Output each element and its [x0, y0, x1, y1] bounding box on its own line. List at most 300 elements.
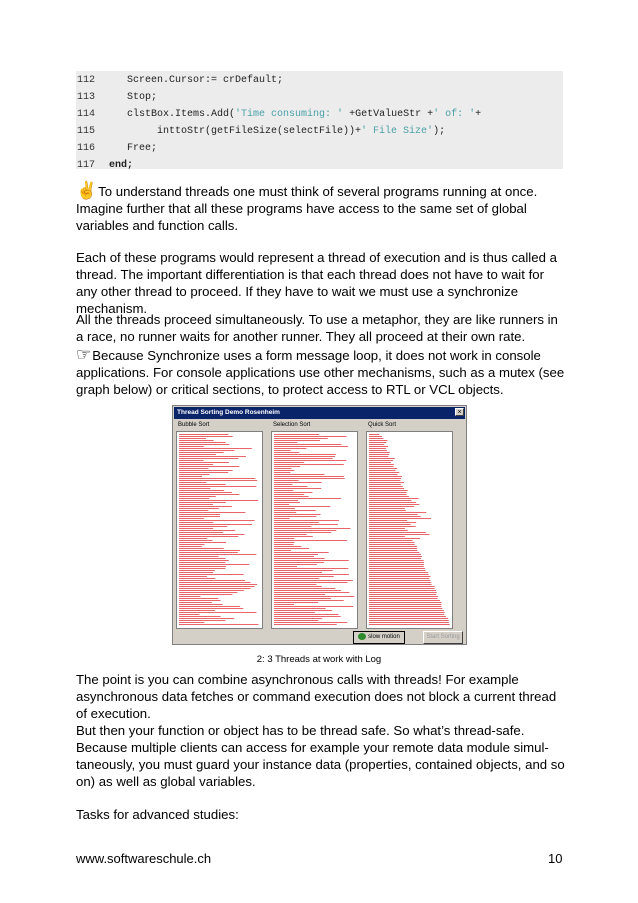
sort-bar	[179, 474, 210, 475]
code-line: 117 end;	[77, 160, 134, 171]
sort-bar	[369, 510, 406, 511]
sort-bar	[179, 482, 206, 483]
sort-bar	[369, 536, 405, 537]
sort-bar	[179, 470, 233, 471]
sort-bar	[274, 458, 333, 459]
bubble-sort-bars	[177, 432, 262, 628]
sort-bar	[369, 464, 394, 465]
bubble-sort-label: Bubble Sort	[178, 422, 210, 428]
sort-bar	[179, 476, 202, 477]
code-line: 113 Stop;	[77, 92, 158, 103]
sort-bar	[369, 560, 424, 561]
sort-bar	[274, 616, 341, 617]
sort-bar	[274, 610, 332, 611]
sort-bar	[369, 586, 435, 587]
sort-bar	[274, 570, 333, 571]
sort-bar	[369, 488, 404, 489]
sort-bar	[274, 442, 297, 443]
sort-bar	[369, 514, 418, 515]
sort-bar	[369, 518, 431, 519]
sort-bar	[274, 448, 306, 449]
sort-bar	[179, 570, 215, 571]
sort-bar	[369, 442, 386, 443]
sort-bar	[274, 468, 291, 469]
sort-bar	[179, 592, 237, 593]
sort-bar	[274, 578, 319, 579]
sort-bar	[369, 452, 390, 453]
close-icon[interactable]: ×	[455, 408, 464, 416]
sort-bar	[274, 454, 336, 455]
sort-bar	[274, 476, 344, 477]
sort-bar	[179, 518, 204, 519]
sort-bar	[274, 444, 341, 445]
sort-bar	[179, 538, 207, 539]
sort-bar	[179, 454, 216, 455]
code-line: 116 Free;	[77, 143, 158, 154]
sort-bar	[369, 460, 393, 461]
sort-bar	[179, 500, 258, 501]
sort-bar	[369, 444, 384, 445]
sort-bar	[369, 490, 408, 491]
sort-bar	[274, 580, 353, 581]
sort-bar	[179, 586, 255, 587]
sort-bar	[274, 472, 290, 473]
sort-bar	[369, 554, 421, 555]
sort-bar	[274, 440, 320, 441]
sort-bar	[179, 522, 213, 523]
sort-bar	[274, 600, 344, 601]
sort-bar	[369, 564, 424, 565]
sort-bar	[369, 588, 435, 589]
sort-bar	[274, 560, 349, 561]
sort-bar	[369, 492, 407, 493]
sort-bar	[369, 462, 391, 463]
sort-bar	[274, 608, 326, 609]
sort-bar	[179, 488, 210, 489]
sort-bar	[179, 492, 232, 493]
sort-bar	[179, 612, 256, 613]
sort-bar	[369, 620, 449, 621]
sort-bar	[179, 616, 221, 617]
sort-bar	[274, 434, 319, 435]
sort-bar	[369, 506, 414, 507]
sort-bar	[274, 466, 300, 467]
sort-bar	[274, 568, 348, 569]
code-listing	[76, 71, 563, 169]
code-line: 112 Screen.Cursor:= crDefault;	[77, 75, 284, 86]
sort-bar	[274, 452, 299, 453]
sort-bar	[369, 438, 383, 439]
sort-bar	[179, 452, 224, 453]
sort-bar	[274, 504, 289, 505]
sort-bar	[369, 504, 419, 505]
sort-bar	[179, 578, 215, 579]
sort-bar	[274, 576, 334, 577]
sort-bar	[369, 546, 417, 547]
sort-bar	[179, 560, 229, 561]
sort-bar	[369, 548, 417, 549]
sort-bar	[179, 540, 212, 541]
sort-bar	[179, 494, 239, 495]
sort-bar	[274, 554, 318, 555]
sort-bar	[179, 624, 258, 625]
sort-bar	[179, 486, 256, 487]
sort-bar	[179, 556, 218, 557]
sort-bar	[369, 436, 382, 437]
sort-bar	[369, 502, 416, 503]
sort-bar	[179, 602, 212, 603]
sort-bar	[369, 520, 407, 521]
bubble-sort-panel	[176, 431, 263, 629]
sort-bar	[179, 510, 208, 511]
sort-bar	[274, 518, 290, 519]
sort-bar	[274, 612, 315, 613]
sort-bar	[274, 514, 321, 515]
sort-bar	[179, 496, 216, 497]
sort-bar	[179, 458, 238, 459]
sort-bar	[179, 582, 251, 583]
slow-motion-button[interactable]: slow motion	[353, 631, 405, 644]
sort-bar	[369, 540, 412, 541]
sort-bar	[274, 508, 295, 509]
sort-bar	[369, 524, 411, 525]
sort-bar	[274, 512, 296, 513]
sort-bar	[274, 546, 301, 547]
sort-bar	[179, 508, 219, 509]
sort-bar	[369, 512, 426, 513]
sort-bar	[369, 482, 404, 483]
sort-bar	[274, 494, 304, 495]
sort-bar	[179, 520, 255, 521]
sort-bar	[179, 446, 204, 447]
sort-bar	[369, 606, 441, 607]
sort-bar	[369, 608, 442, 609]
sort-bar	[274, 524, 338, 525]
sort-bar	[179, 548, 224, 549]
sort-bar	[274, 462, 304, 463]
sort-bar	[369, 458, 395, 459]
sort-bar	[369, 468, 397, 469]
sort-bar	[274, 478, 345, 479]
sort-bar	[179, 600, 220, 601]
sort-bar	[274, 544, 294, 545]
sort-bar	[179, 524, 252, 525]
sort-bar	[179, 530, 235, 531]
sort-bar	[274, 460, 346, 461]
sort-bar	[274, 470, 294, 471]
sort-bar	[179, 498, 209, 499]
sort-bar	[369, 526, 416, 527]
sort-bar	[179, 448, 252, 449]
sort-bar	[274, 522, 319, 523]
sort-bar	[274, 602, 318, 603]
sort-bar	[274, 606, 353, 607]
sort-bar	[274, 506, 330, 507]
sort-bar	[274, 492, 312, 493]
sort-bar	[369, 610, 444, 611]
selection-sort-bars	[272, 432, 357, 628]
sort-bar	[369, 602, 442, 603]
sort-bar	[369, 456, 388, 457]
sort-bar	[274, 586, 322, 587]
sort-bar	[274, 582, 347, 583]
code-line: 114 clstBox.Items.Add('Time consuming: ' +GetValueStr +' of: '+	[77, 109, 482, 120]
sort-bar	[179, 526, 227, 527]
sort-bar	[274, 488, 321, 489]
sort-bar	[274, 484, 292, 485]
sort-bar	[274, 502, 300, 503]
sort-bar	[274, 528, 350, 529]
sort-bar	[274, 538, 294, 539]
sort-bar	[179, 490, 224, 491]
sort-bar	[179, 590, 244, 591]
sort-bar	[369, 516, 421, 517]
sort-bar	[179, 504, 213, 505]
sort-bar	[369, 558, 421, 559]
sort-bar	[179, 436, 233, 437]
quick-sort-panel	[366, 431, 453, 629]
sort-bar	[369, 538, 420, 539]
sort-bar	[274, 604, 294, 605]
sort-bar	[369, 476, 402, 477]
sort-bar	[179, 594, 232, 595]
paragraph: Each of these programs would represent a thread of execution and is thus called a thread. The important differentiation is that each thread does not have to wait for any other thread to proceed. If they have to wait we must use a synchronize mechanism.	[76, 250, 557, 316]
sort-bar	[369, 480, 401, 481]
sort-bar	[179, 534, 245, 535]
sort-bar	[369, 590, 436, 591]
sort-bar	[274, 540, 347, 541]
code-line: 115 inttoStr(getFileSize(selectFile))+' File Size');	[77, 126, 446, 137]
sort-bar	[369, 572, 428, 573]
sort-bar	[179, 558, 225, 559]
sort-bar	[369, 598, 437, 599]
sort-bar	[179, 546, 202, 547]
sort-bar	[369, 580, 430, 581]
figure-caption: 2: 3 Threads at work with Log	[256, 654, 382, 665]
sort-bar	[369, 612, 445, 613]
sort-bar	[179, 464, 213, 465]
sort-bar	[369, 474, 397, 475]
sort-bar	[369, 578, 429, 579]
page-number: 10	[548, 851, 563, 866]
sort-bar	[179, 554, 256, 555]
sort-bar	[274, 622, 347, 623]
sort-bar	[179, 466, 239, 467]
refresh-icon	[358, 633, 366, 640]
sort-bar	[369, 532, 426, 533]
sort-bar	[274, 550, 291, 551]
paragraph: All the threads proceed simultaneously. To use a metaphor, they are like runners in a race, no runner waits for another runner. They all proceed at their own rate.	[76, 312, 558, 344]
sort-bar	[369, 440, 387, 441]
sort-bar	[369, 614, 444, 615]
sort-bar	[274, 450, 291, 451]
sort-bar	[179, 596, 200, 597]
sort-bar	[274, 552, 329, 553]
sort-bar	[369, 484, 401, 485]
sort-bar	[179, 484, 226, 485]
sort-bar	[369, 566, 424, 567]
sort-bar	[179, 562, 225, 563]
sort-bar	[179, 580, 245, 581]
sort-bar	[179, 572, 213, 573]
sort-bar	[369, 544, 415, 545]
sort-bar	[179, 544, 204, 545]
sort-bar	[179, 440, 214, 441]
sort-bar	[179, 472, 228, 473]
sort-bar	[274, 534, 307, 535]
sort-bar	[369, 494, 407, 495]
sort-bar	[369, 550, 417, 551]
sort-bar	[179, 516, 220, 517]
selection-sort-panel	[271, 431, 358, 629]
footer-url: www.softwareschule.ch	[76, 851, 212, 866]
sort-bar	[369, 454, 389, 455]
sort-bar	[179, 444, 229, 445]
sort-bar	[179, 604, 223, 605]
sort-bar	[274, 542, 294, 543]
sort-bar	[179, 552, 238, 553]
sort-bar	[369, 624, 450, 625]
thread-sorting-screenshot	[172, 405, 467, 645]
quick-sort-bars	[367, 432, 452, 628]
sort-bar	[369, 434, 379, 435]
sort-bar	[179, 468, 208, 469]
sort-bar	[179, 542, 226, 543]
paragraph: Tasks for advanced studies:	[76, 807, 239, 822]
sort-bar	[179, 598, 218, 599]
sort-bar	[369, 604, 441, 605]
sort-bar	[369, 568, 425, 569]
sort-bar	[369, 496, 409, 497]
sort-bar	[179, 584, 257, 585]
sort-bar	[274, 486, 307, 487]
selection-sort-label: Selection Sort	[273, 422, 311, 428]
sort-bar	[179, 442, 226, 443]
sort-bar	[369, 486, 403, 487]
sort-bar	[179, 568, 225, 569]
sort-bar	[274, 530, 336, 531]
sort-bar	[369, 508, 405, 509]
quick-sort-label: Quick Sort	[368, 422, 397, 428]
sort-bar	[274, 592, 349, 593]
sort-bar	[274, 564, 317, 565]
sort-bar	[179, 434, 228, 435]
sort-bar	[369, 522, 416, 523]
sort-bar	[369, 596, 438, 597]
sort-bar	[274, 500, 298, 501]
sort-bar	[369, 622, 449, 623]
sort-bar	[369, 576, 431, 577]
sort-bar	[274, 520, 339, 521]
sort-bar	[179, 450, 234, 451]
sort-bar	[274, 620, 318, 621]
sort-bar	[369, 448, 386, 449]
sort-bar	[274, 526, 311, 527]
sort-bar	[274, 490, 293, 491]
sort-bar	[179, 588, 251, 589]
sort-bar	[274, 438, 328, 439]
sort-bar	[274, 474, 324, 475]
sort-bar	[274, 532, 331, 533]
paragraph: ☞Because Synchronize uses a form message loop, it does not work in console applications. For console applications use other mechanisms, such as a mutex (see graph below) or critical sections, to protect access to RTL or VCL objects.	[76, 345, 565, 397]
sort-bar	[274, 594, 325, 595]
sort-bar	[274, 548, 309, 549]
sort-bar	[369, 530, 408, 531]
sort-bar	[179, 438, 206, 439]
sort-bar	[179, 478, 255, 479]
sort-bar	[369, 582, 431, 583]
sort-bar	[369, 600, 440, 601]
sort-bar	[274, 558, 325, 559]
sort-bar	[274, 584, 316, 585]
start-sorting-button[interactable]: Start Sorting	[423, 631, 463, 644]
sort-bar	[369, 556, 422, 557]
sort-bar	[274, 596, 354, 597]
sort-bar	[179, 618, 234, 619]
sort-bar	[274, 618, 322, 619]
sort-bar	[179, 528, 213, 529]
sort-bar	[179, 456, 246, 457]
sort-bar	[274, 482, 322, 483]
sort-bar	[274, 436, 347, 437]
sort-bar	[274, 566, 297, 567]
sort-bar	[179, 536, 238, 537]
sort-bar	[179, 614, 199, 615]
sort-bar	[179, 532, 223, 533]
sort-bar	[369, 534, 430, 535]
paragraph: But then your function or object has to be thread safe. So what’s thread-safe. Because multiple clients can access for example your remote data module simul-taneously, you must guard your instance data (properties, contained objects, and so on) as well as global variables.	[76, 723, 565, 789]
sort-bar	[369, 466, 393, 467]
sort-bar	[179, 462, 229, 463]
sort-bar	[179, 608, 243, 609]
sort-bar	[179, 564, 249, 565]
paragraph: The point is you can combine asynchronous calls with threads! For example asynchronous data fetches or command execution does not block a current thread of execution.	[76, 672, 557, 721]
sort-bar	[369, 552, 419, 553]
sort-bar	[369, 470, 395, 471]
sort-bar	[369, 570, 425, 571]
sort-bar	[369, 528, 405, 529]
sort-bar	[369, 478, 401, 479]
paragraph: ✌To understand threads one must think of several programs running at once. Imagine further that all these programs have access to the same set of global variables and function calls.	[76, 181, 538, 233]
sort-bar	[179, 514, 220, 515]
sort-bar	[274, 464, 344, 465]
sort-bar	[274, 498, 341, 499]
sort-bar	[274, 556, 314, 557]
sort-bar	[179, 620, 225, 621]
sort-bar	[179, 606, 240, 607]
sort-bar	[369, 498, 419, 499]
sort-bar	[274, 516, 316, 517]
sort-bar	[274, 624, 337, 625]
sort-bar	[274, 446, 348, 447]
sort-bar	[369, 446, 388, 447]
sort-bar	[179, 610, 215, 611]
sort-bar	[274, 588, 335, 589]
sort-bar	[179, 566, 226, 567]
sort-bar	[369, 472, 399, 473]
pointing-hand-icon: ☞	[76, 345, 92, 364]
sort-bar	[274, 562, 324, 563]
sort-bar	[369, 542, 414, 543]
window-title: Thread Sorting Demo Rosenheim	[174, 407, 465, 419]
sort-bar	[179, 512, 245, 513]
sort-bar	[274, 574, 349, 575]
sort-bar	[274, 510, 316, 511]
sort-bar	[369, 592, 437, 593]
sort-bar	[179, 480, 257, 481]
sort-bar	[369, 584, 432, 585]
victory-hand-icon: ✌	[76, 181, 98, 200]
